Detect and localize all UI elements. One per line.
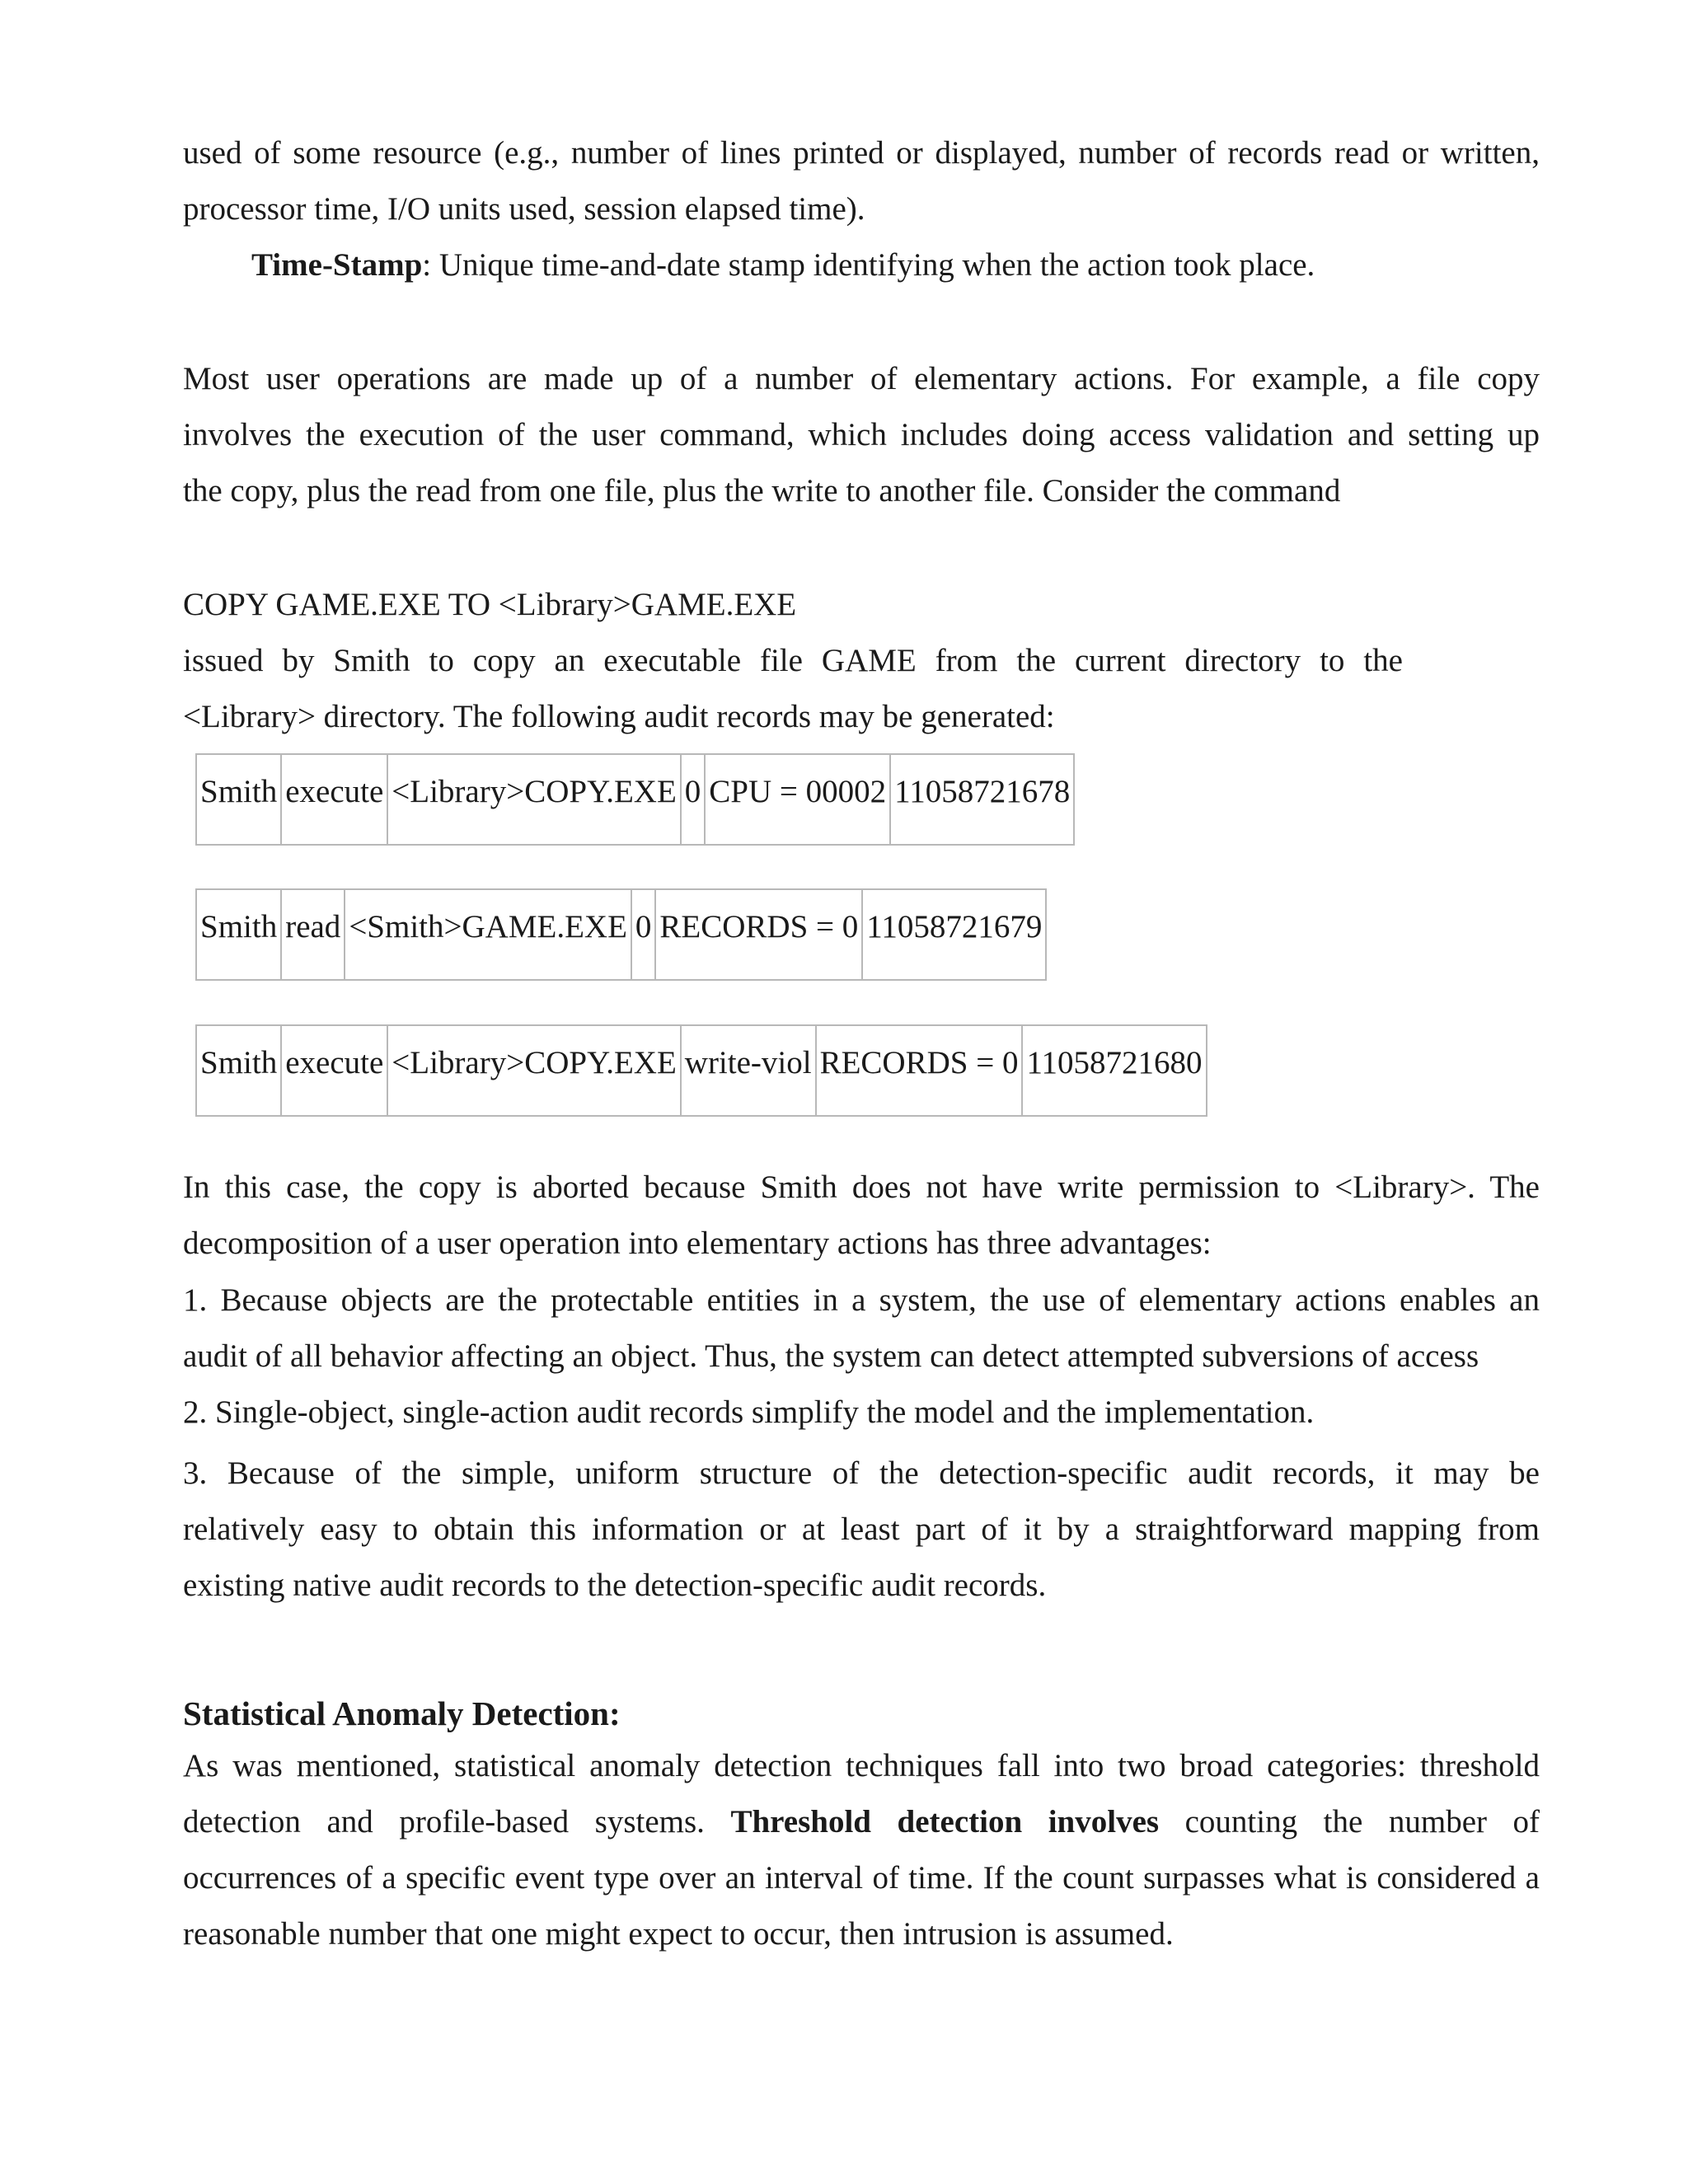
audit-subject: Smith — [196, 1025, 281, 1116]
paragraph-line: issued by Smith to copy an executable file GAME from the current directory to the — [183, 643, 1403, 678]
paragraph-line: processor time, I/O units used, session elapsed time). — [183, 191, 865, 227]
audit-action: execute — [281, 754, 387, 845]
audit-record-table — [195, 753, 1075, 846]
list-item-1-line: audit of all behavior affecting an object. Thus, the system can detect attempted subversions of access — [183, 1338, 1479, 1374]
section-heading: Statistical Anomaly Detection: — [183, 1694, 621, 1732]
audit-object: <Smith>GAME.EXE — [345, 889, 631, 980]
audit-object: <Library>COPY.EXE — [387, 754, 681, 845]
audit-record-table — [195, 888, 1047, 981]
audit-timestamp: 11058721680 — [1022, 1025, 1206, 1116]
list-item-3-line: relatively easy to obtain this information or at least part of it by a straightforward mapping from — [183, 1511, 1540, 1547]
timestamp-definition — [251, 244, 1540, 287]
list-item-1-line: 1. Because objects are the protectable entities in a system, the use of elementary actions enables an — [183, 1282, 1540, 1318]
audit-timestamp: 11058721678 — [890, 754, 1074, 845]
paragraph-line: used of some resource (e.g., number of lines printed or displayed, number of records read or written, — [183, 135, 1540, 171]
audit-timestamp: 11058721679 — [862, 889, 1046, 980]
paragraph-line: Most user operations are made up of a number of elementary actions. For example, a file copy — [183, 361, 1540, 396]
audit-object: <Library>COPY.EXE — [387, 1025, 681, 1116]
paragraph-line: decomposition of a user operation into elementary actions has three advantages: — [183, 1226, 1212, 1261]
timestamp-term: Time-Stamp — [251, 247, 423, 283]
audit-resource-usage: RECORDS = 0 — [655, 889, 862, 980]
paragraph-line: reasonable number that one might expect to occur, then intrusion is assumed. — [183, 1916, 1174, 1952]
threshold-detection-term: Threshold detection involves — [730, 1804, 1160, 1840]
audit-subject: Smith — [196, 889, 281, 980]
paragraph-line: involves the execution of the user command, which includes doing access validation and setting up — [183, 417, 1540, 452]
list-item-3-line: existing native audit records to the detection-specific audit records. — [183, 1568, 1047, 1603]
audit-action: read — [281, 889, 345, 980]
paragraph-line: the copy, plus the read from one file, plus the write to another file. Consider the command — [183, 473, 1341, 509]
audit-exception: write-viol — [681, 1025, 816, 1116]
paragraph-line: occurrences of a specific event type over an interval of time. If the count surpasses what is considered a — [183, 1860, 1540, 1896]
audit-record-table — [195, 1024, 1207, 1117]
paragraph-line: As was mentioned, statistical anomaly detection techniques fall into two broad categories: threshold — [183, 1748, 1540, 1783]
paragraph-fragment: counting the number of — [1184, 1804, 1540, 1840]
audit-exception: 0 — [681, 754, 706, 845]
paragraph-line — [183, 1801, 1540, 1844]
list-item-3-line: 3. Because of the simple, uniform structure of the detection-specific audit records, it may be — [183, 1455, 1540, 1491]
audit-record-row — [196, 754, 1074, 845]
audit-action: execute — [281, 1025, 387, 1116]
audit-resource-usage: RECORDS = 0 — [816, 1025, 1023, 1116]
paragraph-line: <Library> directory. The following audit records may be generated: — [183, 699, 1055, 734]
audit-record-row — [196, 889, 1046, 980]
command-line: COPY GAME.EXE TO <Library>GAME.EXE — [183, 587, 797, 622]
timestamp-text: : Unique time-and-date stamp identifying when the action took place. — [422, 247, 1315, 283]
list-item-2: 2. Single-object, single-action audit records simplify the model and the implementation. — [183, 1394, 1315, 1430]
paragraph-line: In this case, the copy is aborted because Smith does not have write permission to <Library>. The — [183, 1169, 1540, 1205]
audit-exception: 0 — [631, 889, 656, 980]
audit-record-row — [196, 1025, 1207, 1116]
audit-subject: Smith — [196, 754, 281, 845]
audit-resource-usage: CPU = 00002 — [705, 754, 890, 845]
paragraph-fragment: detection and profile-based systems. — [183, 1804, 705, 1840]
